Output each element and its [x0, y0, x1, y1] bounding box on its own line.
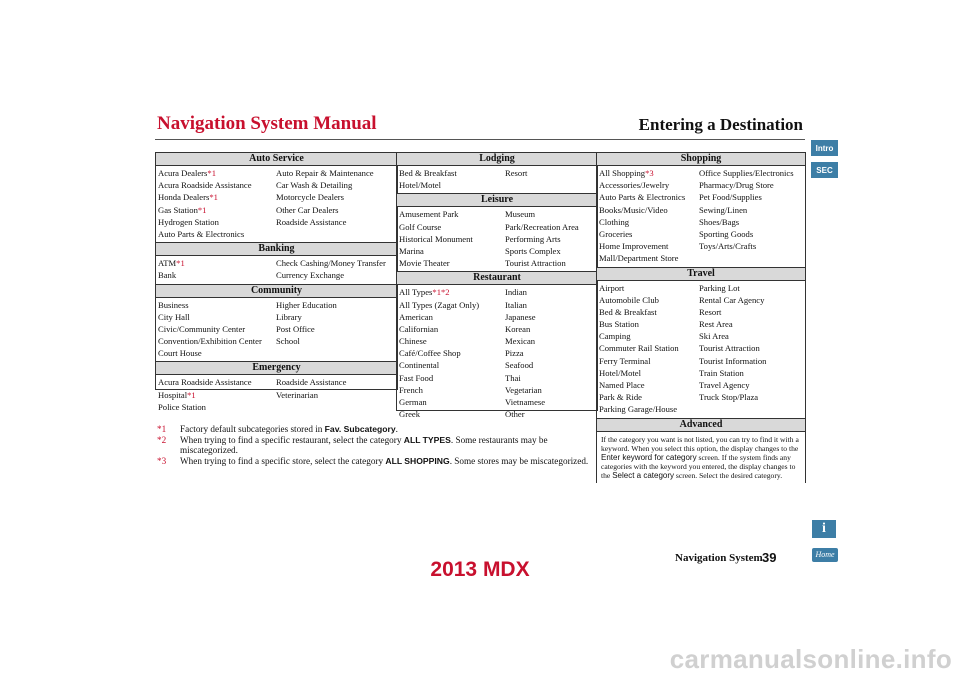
category-item: Roadside Assistance — [276, 216, 347, 227]
category-label: Auto Parts & Electronics — [599, 192, 686, 203]
footnote-ref: *1 — [207, 168, 216, 178]
category-label: ATM — [158, 258, 177, 269]
sec-tab[interactable]: SEC — [811, 162, 838, 178]
category-label: Clothing — [599, 216, 630, 227]
category-item — [397, 408, 505, 420]
category-row — [156, 401, 397, 413]
category-label: Movie Theater — [399, 258, 450, 269]
category-item: Parking Lot — [699, 282, 740, 293]
category-label: All Shopping — [599, 168, 646, 178]
category-item — [597, 252, 699, 264]
category-row — [397, 286, 597, 298]
category-item: Korean — [505, 323, 531, 334]
category-item — [156, 191, 276, 203]
category-item: Other — [505, 409, 525, 420]
home-icon[interactable]: Home — [812, 548, 838, 562]
category-item: Car Wash & Detailing — [276, 180, 353, 191]
category-item — [597, 391, 699, 403]
category-row — [397, 323, 597, 335]
footnote-text — [180, 456, 588, 467]
category-row — [397, 257, 597, 269]
category-label: Acura Dealers — [158, 168, 208, 178]
category-item — [505, 179, 597, 191]
category-label: Automobile Club — [599, 294, 659, 305]
category-item: Motorcycle Dealers — [276, 192, 345, 203]
category-row — [597, 240, 805, 252]
category-row — [156, 257, 397, 269]
category-label: Hospital — [158, 389, 188, 400]
category-label: Police Station — [158, 401, 206, 412]
category-label: Continental — [399, 360, 440, 371]
category-item: Veterinarian — [276, 389, 318, 400]
category-row — [397, 311, 597, 323]
restaurant-heading: Restaurant — [397, 271, 597, 285]
category-item — [156, 167, 276, 179]
category-item — [397, 384, 505, 396]
footnote-ref: *1 — [176, 258, 185, 269]
category-row — [597, 379, 805, 391]
auto-service-list — [156, 166, 397, 242]
category-row — [397, 384, 597, 396]
emergency-list — [156, 375, 397, 415]
category-row — [397, 179, 597, 191]
category-item — [156, 179, 276, 191]
category-item — [397, 221, 505, 233]
category-label: Mall/Department Store — [599, 253, 679, 264]
category-item — [597, 330, 699, 342]
shopping-heading: Shopping — [597, 152, 805, 166]
category-item: Vegetarian — [505, 384, 542, 395]
category-item — [597, 191, 699, 203]
advanced-heading: Advanced — [597, 418, 805, 432]
footnote-body: When trying to find a specific restaurant, select the category — [180, 434, 404, 445]
footnote-ref: *1 — [209, 192, 218, 203]
category-item: Rental Car Agency — [699, 294, 765, 305]
category-label: Fast Food — [399, 372, 434, 383]
category-item — [699, 403, 805, 415]
page-title: Navigation System Manual — [157, 113, 377, 134]
category-label: Bus Station — [599, 319, 639, 330]
category-item — [156, 257, 276, 269]
category-item — [276, 347, 397, 359]
footnote-marker: *2 — [157, 434, 167, 445]
category-label: All Types (Zagat Only) — [399, 299, 480, 310]
category-label: Chinese — [399, 336, 427, 347]
category-label: Golf Course — [399, 221, 442, 232]
footnote-ref: *1*2 — [432, 287, 450, 298]
category-label: German — [399, 397, 427, 407]
category-item — [597, 179, 699, 191]
category-row — [597, 342, 805, 354]
category-label: Ferry Terminal — [599, 355, 651, 366]
category-item — [156, 216, 276, 228]
category-row — [156, 299, 397, 311]
category-label: Acura Roadside Assistance — [158, 180, 252, 191]
footnote-body: Factory default subcategories stored in — [180, 424, 325, 434]
category-item — [397, 311, 505, 323]
category-label: Hydrogen Station — [158, 216, 219, 227]
category-item — [156, 376, 276, 388]
category-row — [397, 372, 597, 384]
category-item — [397, 359, 505, 371]
banking-list — [156, 256, 397, 283]
leisure-heading: Leisure — [397, 193, 597, 207]
category-row — [597, 167, 805, 179]
footnote-keyword: ALL TYPES — [403, 434, 451, 445]
category-label: Bed & Breakfast — [599, 306, 657, 317]
category-item — [597, 228, 699, 240]
category-item — [597, 167, 699, 179]
category-item — [597, 342, 699, 354]
category-label: Auto Parts & Electronics — [158, 228, 245, 239]
category-item: Toys/Arts/Crafts — [699, 241, 757, 252]
category-row — [597, 330, 805, 342]
category-item — [397, 347, 505, 359]
category-item — [397, 323, 505, 335]
category-row — [156, 216, 397, 228]
category-item — [397, 167, 505, 179]
category-item: Pharmacy/Drug Store — [699, 180, 774, 191]
category-item: Tourist Information — [699, 355, 767, 366]
category-row — [156, 335, 397, 347]
category-item — [397, 286, 505, 298]
category-item — [597, 282, 699, 294]
category-item — [156, 311, 276, 323]
banking-heading: Banking — [156, 242, 397, 256]
category-label: Honda Dealers — [158, 192, 210, 203]
category-item: Park/Recreation Area — [505, 221, 579, 232]
footnote-tail: . — [395, 424, 398, 434]
category-row — [597, 355, 805, 367]
category-label: Gas Station — [158, 204, 198, 215]
category-label: Business — [158, 299, 189, 310]
category-row — [156, 167, 397, 179]
page-number: 39 — [762, 550, 777, 565]
category-item: Seafood — [505, 360, 534, 371]
category-item — [597, 306, 699, 318]
category-item: Higher Education — [276, 299, 337, 310]
category-item — [597, 204, 699, 216]
category-item — [397, 335, 505, 347]
category-row — [597, 204, 805, 216]
category-item: Truck Stop/Plaza — [699, 392, 759, 403]
category-label: All Types — [399, 287, 433, 298]
lodging-list — [397, 166, 597, 193]
left-category-column — [155, 152, 398, 412]
category-item: Vietnamese — [505, 397, 546, 407]
category-label: City Hall — [158, 311, 190, 322]
category-row — [597, 318, 805, 330]
category-label: Court House — [158, 348, 202, 359]
category-item — [597, 240, 699, 252]
advanced-text-2: screen. If the system finds any categories with the keyword you entered, the display changes to the — [601, 452, 796, 480]
footnote-marker: *1 — [157, 424, 167, 434]
category-item — [597, 318, 699, 330]
footnote-body: When trying to find a specific store, select the category — [180, 455, 386, 466]
category-item: Museum — [505, 209, 536, 220]
category-label: Bed & Breakfast — [399, 168, 457, 178]
category-row — [597, 306, 805, 318]
footnote-keyword: ALL SHOPPING — [385, 455, 450, 466]
category-label: Amusement Park — [399, 209, 459, 220]
category-row — [156, 347, 397, 359]
category-item: Shoes/Bags — [699, 216, 740, 227]
category-item — [597, 367, 699, 379]
category-label: Bank — [158, 270, 177, 281]
category-item: Pizza — [505, 348, 524, 359]
category-item: Tourist Attraction — [505, 258, 566, 269]
intro-tab[interactable]: Intro — [811, 140, 838, 156]
select-category-label: Select a category — [612, 470, 674, 480]
enter-keyword-label: Enter keyword for category — [601, 452, 697, 462]
category-item — [397, 396, 505, 408]
category-label: Accessories/Jewelry — [599, 180, 670, 191]
category-item — [597, 379, 699, 391]
category-item: Pet Food/Supplies — [699, 192, 762, 203]
leisure-list — [397, 207, 597, 271]
category-item: Sporting Goods — [699, 228, 754, 239]
category-row — [597, 282, 805, 294]
category-row — [597, 403, 805, 415]
category-item: Office Supplies/Electronics — [699, 168, 794, 178]
section-title: Entering a Destination — [638, 115, 803, 134]
category-item — [156, 335, 276, 347]
category-item — [156, 269, 276, 281]
category-row — [156, 389, 397, 401]
info-icon[interactable]: i — [812, 520, 836, 538]
category-label: Historical Monument — [399, 233, 473, 244]
category-item: Travel Agency — [699, 380, 750, 390]
shopping-list — [597, 166, 805, 267]
restaurant-list — [397, 285, 597, 422]
category-row — [397, 347, 597, 359]
category-row — [156, 191, 397, 203]
category-label: Greek — [399, 409, 420, 420]
category-label: Marina — [399, 245, 424, 256]
category-row — [156, 323, 397, 335]
category-row — [397, 359, 597, 371]
category-item: Post Office — [276, 323, 315, 334]
category-row — [397, 167, 597, 179]
category-row — [156, 311, 397, 323]
category-row — [156, 269, 397, 281]
lodging-heading: Lodging — [397, 152, 597, 166]
category-row — [597, 294, 805, 306]
category-item — [156, 228, 276, 240]
category-item — [397, 257, 505, 269]
category-row — [597, 252, 805, 264]
category-row — [397, 408, 597, 420]
footnotes — [157, 424, 592, 466]
category-row — [397, 208, 597, 220]
category-item: Sports Complex — [505, 245, 561, 256]
category-item — [597, 294, 699, 306]
category-label: Books/Music/Video — [599, 204, 668, 215]
category-label: Hotel/Motel — [399, 180, 442, 191]
category-row — [156, 228, 397, 240]
category-item — [699, 252, 805, 264]
category-item — [156, 299, 276, 311]
category-item — [397, 299, 505, 311]
footnote-marker: *3 — [157, 455, 167, 466]
footnote-tail: . Some stores may be miscategorized. — [449, 455, 589, 466]
footnote-ref: *3 — [645, 168, 654, 178]
category-item: Other Car Dealers — [276, 204, 339, 215]
category-item: Sewing/Linen — [699, 204, 748, 215]
category-label: Parking Garage/House — [599, 404, 678, 415]
footnote-text — [180, 424, 398, 435]
footer-label: Navigation System — [675, 552, 763, 564]
community-list — [156, 298, 397, 362]
category-item — [397, 208, 505, 220]
category-item: Check Cashing/Money Transfer — [276, 258, 386, 269]
category-item — [156, 204, 276, 216]
category-item: Mexican — [505, 336, 536, 347]
travel-heading: Travel — [597, 267, 805, 281]
advanced-text-3: screen. Select the desired category. — [674, 470, 783, 480]
footnote-ref: *1 — [197, 204, 207, 215]
category-label: Groceries — [599, 228, 633, 239]
footnote-3 — [157, 456, 592, 467]
category-label: Californian — [399, 323, 439, 334]
category-item: Resort — [699, 306, 722, 317]
category-item — [156, 323, 276, 335]
category-row — [597, 191, 805, 203]
category-item: Thai — [505, 372, 521, 383]
category-label: Convention/Exhibition Center — [158, 336, 262, 347]
advanced-description — [597, 432, 805, 483]
category-item: Library — [276, 311, 302, 322]
category-row — [397, 245, 597, 257]
category-row — [397, 335, 597, 347]
category-row — [156, 204, 397, 216]
category-row — [597, 367, 805, 379]
category-item — [597, 355, 699, 367]
category-row — [156, 376, 397, 388]
category-label: Acura Roadside Assistance — [158, 377, 252, 388]
middle-category-column — [396, 152, 598, 420]
category-row — [597, 216, 805, 228]
emergency-heading: Emergency — [156, 361, 397, 375]
watermark: carmanualsonline.info — [669, 644, 952, 674]
category-item — [156, 389, 276, 401]
title-divider — [155, 139, 805, 140]
category-row — [397, 221, 597, 233]
category-item: Currency Exchange — [276, 270, 345, 281]
category-item — [156, 401, 276, 413]
category-item — [397, 233, 505, 245]
category-item — [597, 403, 699, 415]
right-category-column — [596, 152, 806, 483]
category-item — [397, 245, 505, 257]
category-row — [597, 228, 805, 240]
category-item: Tourist Attraction — [699, 343, 760, 354]
category-label: Camping — [599, 331, 631, 342]
category-item: Rest Area — [699, 319, 733, 330]
category-label: Home Improvement — [599, 241, 669, 252]
advanced-text-1: If the category you want is not listed, you can try to find it with a keyword. When you select this option, the display changes to the — [601, 434, 799, 453]
category-item: Italian — [505, 299, 527, 310]
category-item — [156, 347, 276, 359]
footnote-tail: . Some restaurants may be miscategorized. — [180, 434, 548, 455]
category-item: Roadside Assistance — [276, 377, 347, 388]
category-row — [397, 233, 597, 245]
footnote-keyword: Fav. Subcategory — [324, 424, 396, 434]
category-item: Performing Arts — [505, 233, 561, 244]
travel-list — [597, 281, 805, 418]
category-item — [397, 179, 505, 191]
category-label: Café/Coffee Shop — [399, 348, 461, 359]
category-item — [276, 228, 397, 240]
category-item: School — [276, 336, 300, 347]
category-label: Commuter Rail Station — [599, 343, 679, 354]
category-item — [397, 372, 505, 384]
category-row — [597, 179, 805, 191]
footnote-1 — [157, 424, 592, 435]
auto-service-heading: Auto Service — [156, 152, 397, 166]
category-label: Hotel/Motel — [599, 367, 642, 378]
category-item: Ski Area — [699, 331, 729, 342]
category-row — [397, 396, 597, 408]
category-item: Auto Repair & Maintenance — [276, 168, 374, 178]
category-label: French — [399, 384, 423, 395]
model-label: 2013 MDX — [430, 558, 530, 581]
footnote-2 — [157, 435, 592, 456]
category-item: Japanese — [505, 311, 536, 322]
category-item: Train Station — [699, 367, 744, 378]
community-heading: Community — [156, 284, 397, 298]
category-label: Named Place — [599, 380, 645, 390]
footnote-ref: *1 — [187, 389, 196, 400]
footnote-text — [180, 435, 592, 456]
category-row — [597, 391, 805, 403]
category-item: Indian — [505, 287, 527, 298]
category-label: American — [399, 311, 433, 322]
category-label: Civic/Community Center — [158, 323, 246, 334]
category-row — [156, 179, 397, 191]
category-item: Resort — [505, 168, 528, 178]
category-label: Park & Ride — [599, 392, 642, 403]
category-row — [397, 299, 597, 311]
category-label: Airport — [599, 282, 625, 293]
category-item — [276, 401, 397, 413]
category-item — [597, 216, 699, 228]
